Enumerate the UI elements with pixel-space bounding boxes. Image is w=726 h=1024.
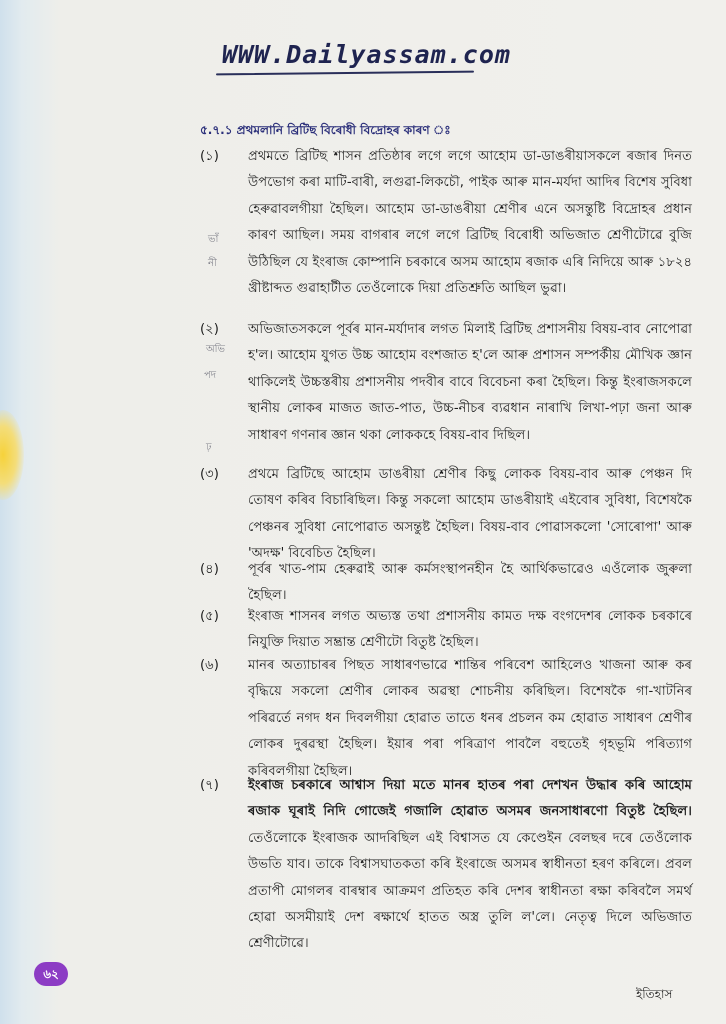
item-text-bold: ইংৰাজ চৰকাৰে আশ্বাস দিয়া মতে মানৰ হাতৰ পৰা দেশখন উদ্ধাৰ কৰি আহোম ৰজাক ঘূৰাই নিদি গোজেই গজালি হোৱাত অসমৰ জনসাধাৰণো বিতুষ্ট হৈছিল।	[248, 778, 692, 820]
list-item	[200, 317, 692, 449]
item-number: (৫)	[200, 609, 219, 624]
list-item	[200, 773, 692, 958]
item-text: ইংৰাজ শাসনৰ লগত অভ্যস্ত তথা প্ৰশাসনীয় কামত দক্ষ বংগদেশৰ লোকক চৰকাৰে নিযুক্তি দিয়াত সম্ভ্ৰান্ত শ্ৰেণীটো বিতুষ্ট হৈছিল।	[248, 609, 692, 651]
item-text-rest: তেওঁলোকে ইংৰাজক আদৰিছিল এই বিশ্বাসত যে কেণ্ডেইন বেলছৰ দৰে তেওঁলোক উভতি যাব। তাকে বিশ্বাসঘাতকতা কৰি ইংৰাজে অসমৰ স্বাধীনতা হৰণ কৰিলে। প্ৰবল প্ৰতাপী মোগলৰ বাৰম্বাৰ আক্ৰমণ প্ৰতিহত কৰি দেশৰ স্বাধীনতা ৰক্ষা কৰিবলৈ সমৰ্থ হোৱা অসমীয়াই দেশ ৰক্ষাৰ্থে হাতত অস্ত্ৰ তুলি ল'লে। নেতৃত্ব দিলে অভিজাত শ্ৰেণীটোৱে।	[248, 830, 692, 952]
margin-scribble: অভি	[206, 344, 225, 355]
item-text: মানৰ অত্যাচাৰৰ পিছত সাধাৰণভাৱে শান্তিৰ পৰিবেশ আহিলেও খাজনা আৰু কৰ বৃদ্ধিয়ে সকলো শ্ৰেণীৰ লোকৰ অৱস্থা শোচনীয় কৰিছিল। বিশেষকৈ গা-খাটনিৰ পৰিৱৰ্তে নগদ ধন দিবলগীয়া হোৱাত তাতে ধনৰ প্ৰচলন কম হোৱাত সাধাৰণ শ্ৰেণীৰ লোকৰ দুৰৱস্থা হৈছিল। ইয়াৰ পৰা পৰিত্ৰাণ পাবলৈ বহুতেই গৃহভূমি পৰিত্যাগ কৰিবলগীয়া হৈছিল।	[248, 658, 692, 779]
item-text: অভিজাতসকলে পূৰ্বৰ মান-মৰ্যাদাৰ লগত মিলাই ব্ৰিটিছ প্ৰশাসনীয় বিষয়-বাব নোপোৱা হ'ল। আহোম যুগত উচ্চ আহোম বংশজাত হ'লে আৰু প্ৰশাসন সম্পৰ্কীয় মৌখিক জ্ঞান থাকিলেই উচ্চস্তৰীয় প্ৰশাসনীয় পদবীৰ বাবে বিবেচনা কৰা হৈছিল। কিন্তু ইংৰাজসকলে স্থানীয় লোকৰ মাজত জাত-পাত, উচ্চ-নীচৰ ব্যৱধান নাৰাখি লিখা-পঢ়া জনা আৰু সাধাৰণ গণনাৰ জ্ঞান থকা লোককহে বিষয়-বাব দিছিল।	[248, 322, 692, 443]
item-text: প্ৰথমতে ব্ৰিটিছ শাসন প্ৰতিষ্ঠাৰ লগে লগে আহোম ডা-ডাঙৰীয়াসকলে ৰজাৰ দিনত উপভোগ কৰা মাটি-বাৰী, লগুৱা-লিকচৌ, পাইক আৰু মান-মৰ্যদা আদিৰ বিশেষ সুবিধা হেৰুৱাবলগীয়া হৈছিল। আহোম ডা-ডাঙৰীয়া শ্ৰেণীৰ এনে অসন্তুষ্টি বিদ্ৰোহৰ প্ৰধান কাৰণ আছিল। সময় বাগৰাৰ লগে লগে ব্ৰিটিছ বিৰোধী অভিজাত শ্ৰেণীটোৱে বুজি উঠিছিল যে ইংৰাজ কোম্পানি চৰকাৰে অসম আহোম ৰজাক এৰি নিদিয়ে আৰু ১৮২৪ খ্ৰীষ্টাব্দত গুৱাহাটীত তেওঁলোকে দিয়া প্ৰতিশ্ৰুতি আছিল ভুৱা।	[248, 149, 692, 297]
item-text: পূৰ্বৰ খাত-পাম হেৰুৱাই আৰু কৰ্মসংস্থাপনহীন হৈ আৰ্থিকভাৱেও এওঁলোক জুৰুলা হৈছিল।	[248, 562, 692, 604]
margin-scribble: ভাঁ	[208, 234, 219, 245]
item-text	[248, 773, 692, 958]
margin-scribble: পদ	[204, 370, 217, 381]
margin-scribble: নী	[208, 258, 217, 269]
item-number: (৪)	[200, 562, 219, 577]
list-item	[200, 653, 692, 785]
item-number: (১)	[200, 149, 219, 164]
list-item	[200, 462, 692, 568]
list-item	[200, 557, 692, 610]
page-number-badge: ৬২	[34, 962, 68, 986]
section-heading: ৫.৭.১ প্ৰথমলানি ব্ৰিটিছ বিৰোধী বিদ্ৰোহৰ কাৰণ ঃ	[200, 123, 451, 137]
item-number: (৩)	[200, 467, 219, 482]
list-item	[200, 604, 692, 657]
footer-subject: ইতিহাস	[636, 987, 673, 1001]
margin-scribble: ঢ়	[206, 442, 212, 453]
item-number: (২)	[200, 322, 219, 337]
watermark-url: WWW.Dailyassam.com	[222, 40, 511, 69]
item-text: প্ৰথমে ব্ৰিটিছে আহোম ডাঙৰীয়া শ্ৰেণীৰ কিছু লোকক বিষয়-বাব আৰু পেঞ্চন দি তোষণ কৰিব বিচাৰিছিল। কিন্তু সকলো আহোম ডাঙৰীয়াই এইবোৰ সুবিধা, বিশেষকৈ পেঞ্চনৰ সুবিধা নোপোৱাত অসন্তুষ্ট হৈছিল। বিষয়-বাব পোৱাসকলো 'সোৰোপা' আৰু 'অদক্ষ' বিবেচিত হৈছিল।	[248, 467, 692, 562]
item-number: (৭)	[200, 778, 219, 793]
list-item	[200, 144, 692, 302]
item-number: (৬)	[200, 658, 219, 673]
